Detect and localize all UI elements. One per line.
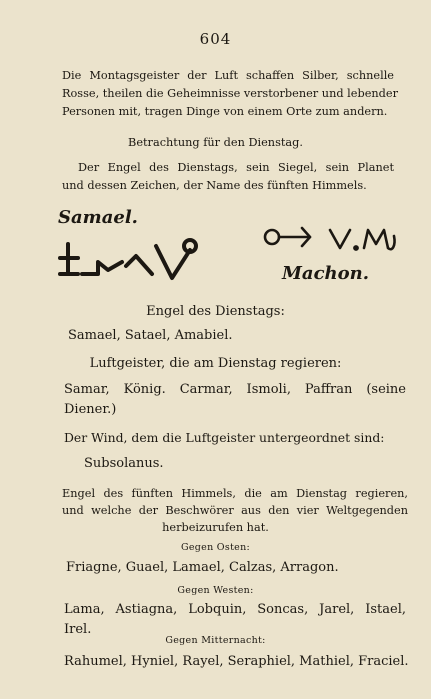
text-line: Irel. bbox=[64, 622, 92, 637]
text-line: Engel des fünften Himmels, die am Dienstag regieren, bbox=[62, 487, 408, 500]
planet-sign-mars-icon bbox=[260, 222, 410, 258]
text-line: Samar, König. Carmar, Ismoli, Paffran (seine bbox=[64, 382, 406, 397]
text-line: Lama, Astiagna, Lobquin, Soncas, Jarel, Istael, bbox=[64, 602, 406, 617]
text-line: und dessen Zeichen, der Name des fünften Himmels. bbox=[62, 179, 367, 192]
names-midnight: Rahumel, Hyniel, Rayel, Seraphiel, Mathiel, Fraciel. bbox=[64, 654, 409, 669]
wind-name: Subsolanus. bbox=[84, 456, 164, 471]
heading-wind: Der Wind, dem die Luftgeister untergeordnet sind: bbox=[64, 430, 385, 445]
seal-name-samael: Samael. bbox=[58, 207, 138, 228]
label-midnight: Gegen Mitternacht: bbox=[165, 635, 266, 646]
seal-samael-icon bbox=[56, 234, 206, 286]
text-line: Der Engel des Dienstags, sein Siegel, sein Planet bbox=[78, 161, 394, 174]
page-number: 604 bbox=[199, 30, 232, 48]
heading-air-spirits: Luftgeister, die am Dienstag regieren: bbox=[89, 356, 342, 371]
text-line: Rosse, theilen die Geheimnisse verstorbener und lebender bbox=[62, 87, 398, 100]
text-line: Personen mit, tragen Dinge von einem Orte zum andern. bbox=[62, 105, 388, 118]
seal-name-machon: Machon. bbox=[282, 263, 369, 284]
label-east: Gegen Osten: bbox=[180, 542, 251, 553]
label-west: Gegen Westen: bbox=[177, 585, 254, 596]
heading-angels-tuesday: Engel des Dienstags: bbox=[146, 304, 285, 319]
text-line: herbeizurufen hat. bbox=[162, 521, 269, 534]
heading-tuesday: Betrachtung für den Dienstag. bbox=[128, 136, 303, 149]
angels-list: Samael, Satael, Amabiel. bbox=[68, 328, 233, 343]
text-line: Die Montagsgeister der Luft schaffen Silber, schnelle bbox=[62, 69, 394, 82]
text-line: und welche der Beschwörer aus den vier Weltgegenden bbox=[62, 504, 408, 517]
text-line: Diener.) bbox=[64, 402, 117, 417]
names-east: Friagne, Guael, Lamael, Calzas, Arragon. bbox=[66, 560, 339, 575]
